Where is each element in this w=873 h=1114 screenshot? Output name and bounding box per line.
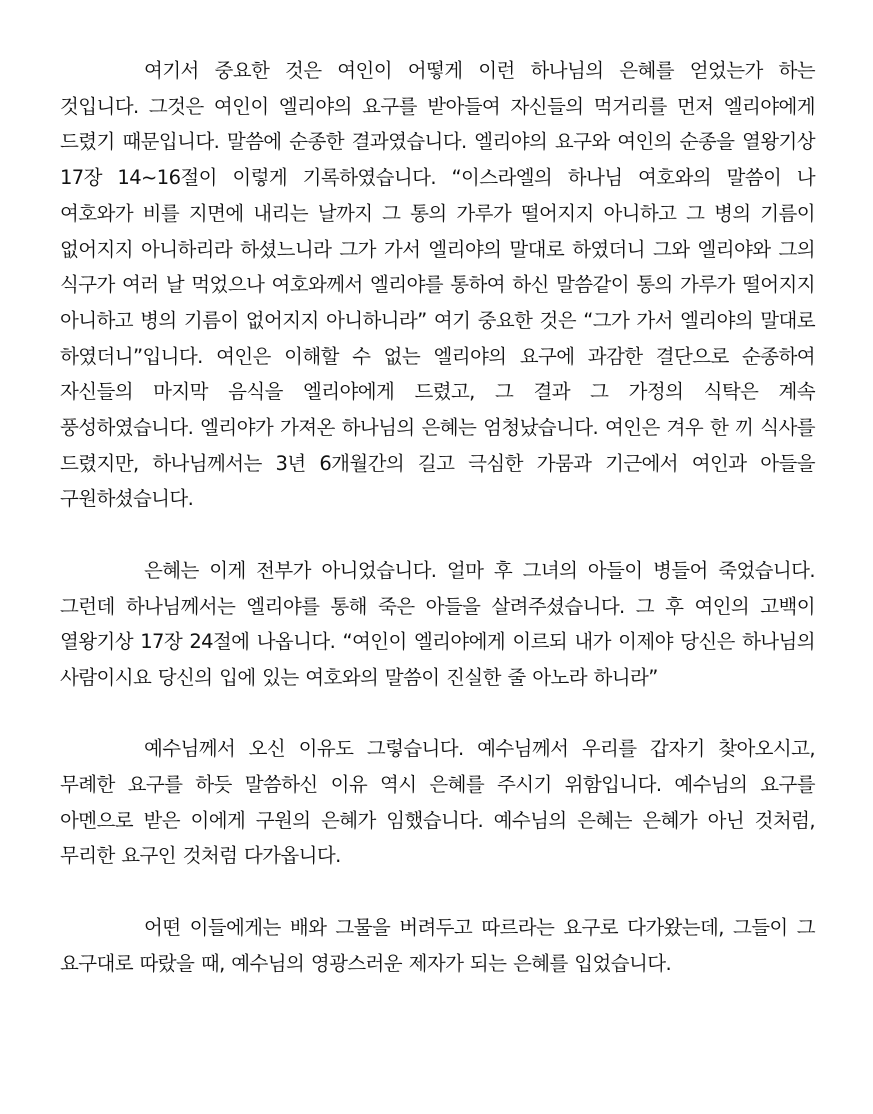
paragraph-3: 예수님께서 오신 이유도 그렇습니다. 예수님께서 우리를 갑자기 찾아오시고, 무례한 요구를 하듯 말씀하신 이유 역시 은혜를 주시기 위함입니다. 예수님의 요구를 아멘으로 받은 이에게 구원의 은혜가 임했습니다. 예수님의 은혜는 은혜가 아닌 것처럼, 무리한 요구인 것처럼 다가옵니다. [60, 737, 815, 868]
document-body [60, 53, 815, 981]
paragraph-1: 여기서 중요한 것은 여인이 어떻게 이런 하나님의 은혜를 얻었는가 하는 것입니다. 그것은 여인이 엘리야의 요구를 받아들여 자신들의 먹거리를 먼저 엘리야에게 드렸기 때문입니다. 말씀에 순종한 결과였습니다. 엘리야의 요구와 여인의 순종을 열왕기상 17장 14~16절이 이렇게 기록하였습니다. “이스라엘의 하나님 여호와의 말씀이 나 여호와가 비를 지면에 내리는 날까지 그 통의 가루가 떨어지지 아니하고 그 병의 기름이 없어지지 아니하리라 하셨느니라 그가 가서 엘리야의 말대로 하였더니 그와 엘리야와 그의 식구가 여러 날 먹었으나 여호와께서 엘리야를 통하여 하신 말씀같이 통의 가루가 떨어지지 아니하고 병의 기름이 없어지지 아니하니라” 여기 중요한 것은 “그가 가서 엘리야의 말대로 하였더니”입니다. 여인은 이해할 수 없는 엘리야의 요구에 과감한 결단으로 순종하여 자신들의 마지막 음식을 엘리야에게 드렸고, 그 결과 그 가정의 식탁은 계속 풍성하였습니다. 엘리야가 가져온 하나님의 은혜는 엄청났습니다. 여인은 겨우 한 끼 식사를 드렸지만, 하나님께서는 3년 6개월간의 길고 극심한 가뭄과 기근에서 여인과 아들을 구원하셨습니다. [60, 59, 815, 511]
paragraph-4: 어떤 이들에게는 배와 그물을 버려두고 따르라는 요구로 다가왔는데, 그들이 그 요구대로 따랐을 때, 예수님의 영광스러운 제자가 되는 은혜를 입었습니다. [60, 915, 815, 975]
paragraph-2: 은혜는 이게 전부가 아니었습니다. 얼마 후 그녀의 아들이 병들어 죽었습니다. 그런데 하나님께서는 엘리야를 통해 죽은 아들을 살려주셨습니다. 그 후 여인의 고백이 열왕기상 17장 24절에 나옵니다. “여인이 엘리야에게 이르되 내가 이제야 당신은 하나님의 사람이시요 당신의 입에 있는 여호와의 말씀이 진실한 줄 아노라 하니라” [60, 558, 815, 689]
